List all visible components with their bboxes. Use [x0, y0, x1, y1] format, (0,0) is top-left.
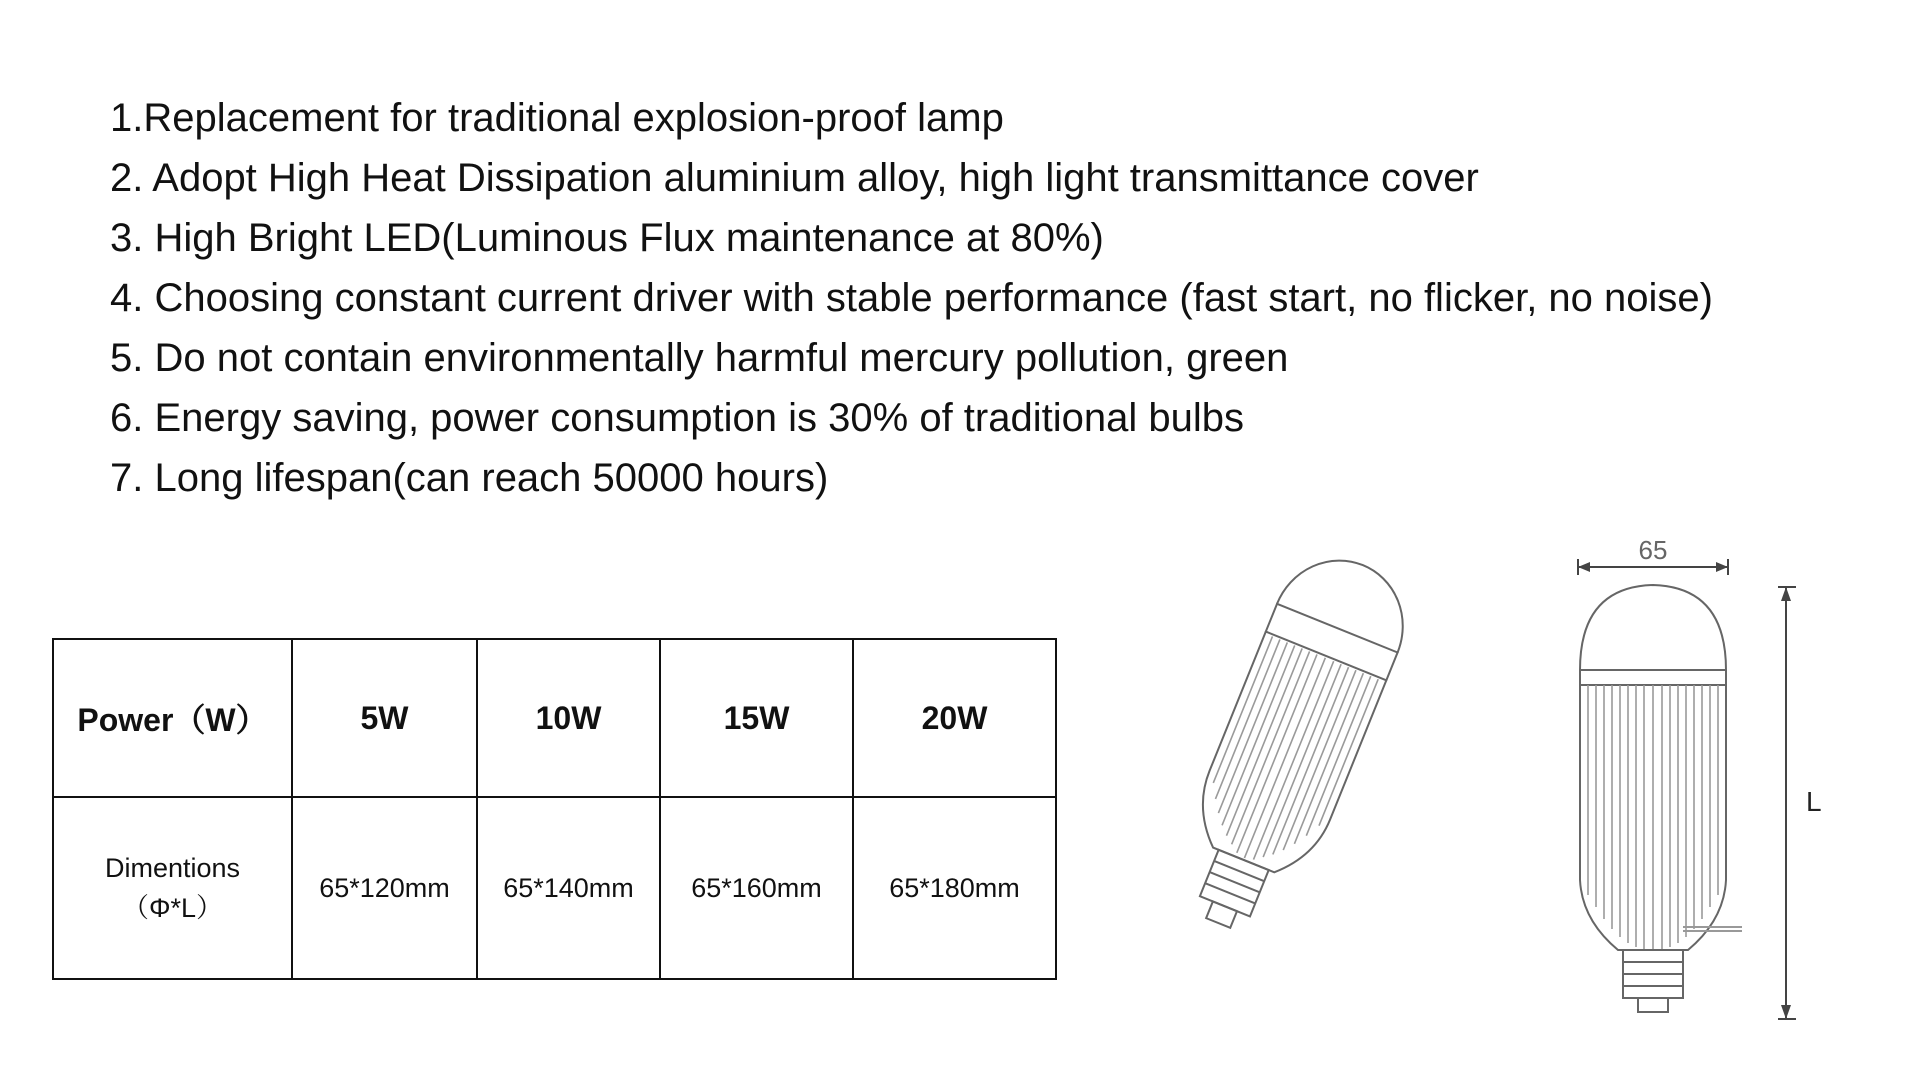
dimension-label-cell: [53, 797, 292, 979]
length-label: L: [1806, 786, 1822, 817]
power-10w-cell: 10W: [477, 639, 660, 797]
feature-item: 2. Adopt High Heat Dissipation aluminium alloy, high light transmittance cover: [110, 156, 1479, 200]
feature-item: 3. High Bright LED(Luminous Flux maintenance at 80%): [110, 216, 1104, 260]
power-header-cell: Power（W）: [53, 639, 292, 797]
feature-item: 5. Do not contain environmentally harmful mercury pollution, green: [110, 336, 1289, 380]
power-15w-cell: 15W: [660, 639, 853, 797]
diameter-label: 65: [1638, 535, 1668, 565]
feature-item: 4. Choosing constant current driver with stable performance (fast start, no flicker, no noise): [110, 276, 1713, 320]
table-header-row: [53, 639, 1056, 797]
power-20w-cell: 20W: [853, 639, 1056, 797]
feature-item: 7. Long lifespan(can reach 50000 hours): [110, 456, 829, 500]
feature-list: [110, 88, 1713, 508]
dimension-cell: 65*120mm: [292, 797, 477, 979]
bulb-front-drawing: [1560, 535, 1840, 1035]
dimension-label: Dimentions: [104, 853, 241, 883]
spec-table: [52, 638, 1057, 980]
feature-item: 6. Energy saving, power consumption is 30% of traditional bulbs: [110, 396, 1244, 440]
dimension-cell: 65*140mm: [477, 797, 660, 979]
feature-item: 1.Replacement for traditional explosion-proof lamp: [110, 96, 1004, 140]
dimension-cell: 65*180mm: [853, 797, 1056, 979]
table-row: [53, 797, 1056, 979]
power-5w-cell: 5W: [292, 639, 477, 797]
dimension-unit-label: （Φ*L）: [121, 893, 224, 923]
dimension-cell: 65*160mm: [660, 797, 853, 979]
bulb-perspective-drawing: [1115, 545, 1445, 985]
